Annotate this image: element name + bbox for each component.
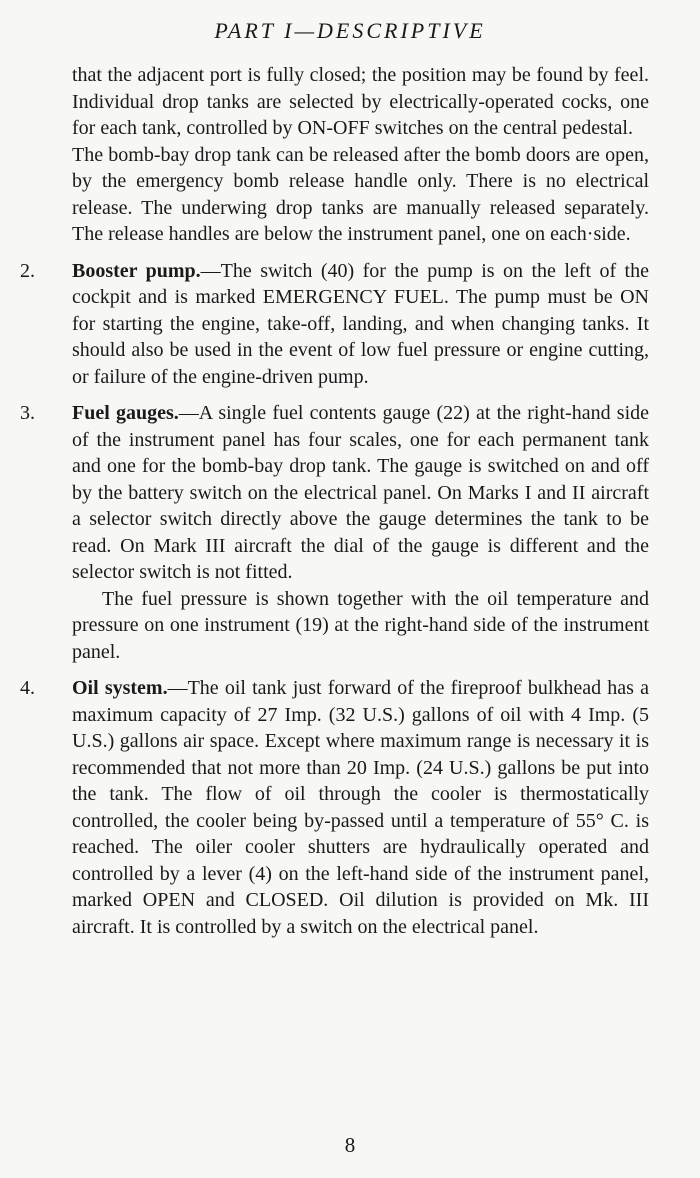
fuel-pressure-paragraph: The fuel pressure is shown together with the oil temperature and pressure on one instrument (19) at the right-hand side of the instrument panel.: [72, 587, 649, 663]
page-number: 8: [344, 1133, 356, 1157]
item-number: 4.: [20, 677, 35, 699]
item-title: Booster pump.: [72, 259, 201, 282]
item-oil-system: [20, 675, 649, 940]
item-text: —The switch (40) for the pump is on the left of the cockpit and is marked EMERGENCY FUEL. The pump must be ON for starting the engine, take-off, landing, and when changing tanks. It should also be used in the event of low fuel pressure or engine cutting, or failure of the engine-driven pump.: [72, 259, 649, 388]
bomb-bay-paragraph: The bomb-bay drop tank can be released after the bomb doors are open, by the emergency bomb release handle only. There is no electrical release. The underwing drop tanks are manually released separately. The release handles are below the instrument panel, one on each·side.: [72, 143, 649, 245]
item-number: 2.: [20, 259, 35, 282]
page-body: [20, 62, 650, 940]
item-text: —A single fuel contents gauge (22) at the right-hand side of the instrument panel has four scales, one for each permanent tank and one for the bomb-bay drop tank. The gauge is switched on and off by the battery switch on the electrical panel. On Marks I and II aircraft a selector switch directly above the gauge determines the tank to be read. On Mark III aircraft the dial of the gauge is different and the selector switch is not fitted.: [72, 402, 650, 583]
item-text: —The oil tank just forward of the fireproof bulkhead has a maximum capacity of 27 Imp. (32 U.S.) gallons of oil with 4 Imp. (5 U.S.) gallons air space. Except where maximum range is necessary it is recommended that not more than 20 Imp. (24 U.S.) gallons be put into the tank. The flow of oil through the cooler is thermostatically controlled, the cooler being by-passed until a temperature of 55° C. is reached. The oiler cooler shutters are hydraulically operated and controlled by a lever (4) on the left-hand side of the instrument panel, marked OPEN and CLOSED. Oil dilution is provided on Mk. III aircraft. It is controlled by a switch on the electrical panel.: [72, 677, 649, 938]
page-header: PART I—DESCRIPTIVE: [214, 18, 486, 43]
continuation-paragraph: that the adjacent port is fully closed; the position may be found by feel. Individual drop tanks are selected by electrically-operated cocks, one for each tank, controlled by ON-OFF switches on the central pedestal.: [72, 64, 649, 139]
item-title: Fuel gauges.: [72, 402, 179, 424]
item-title: Oil system.: [72, 677, 168, 699]
item-booster-pump: [20, 258, 649, 391]
item-fuel-gauges: [20, 400, 650, 665]
item-number: 3.: [20, 402, 35, 424]
